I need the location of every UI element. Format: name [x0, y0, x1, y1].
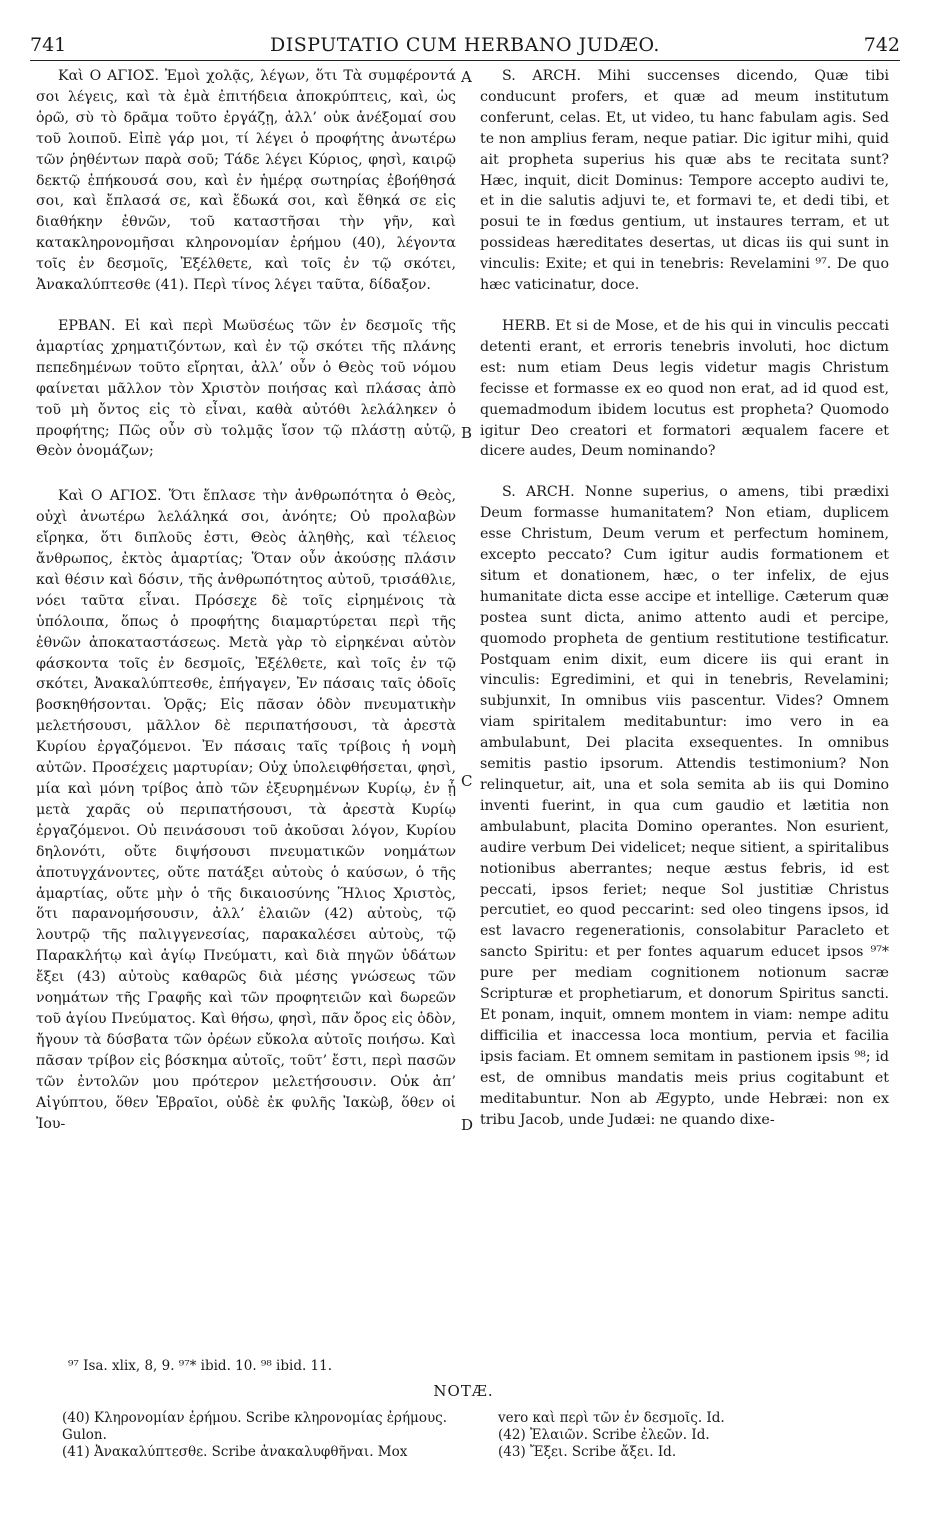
- notes-left-column: [62, 1410, 472, 1461]
- notes-heading: NOTÆ.: [433, 1382, 494, 1400]
- latin-paragraph-2: HERB. Et si de Mose, et de his qui in vinculis peccati detenti erant, et erroris tenebris involuti, hoc dictum est: num etiam Deus legis videtur magis Christum fecisse et formasse ex eo quod non erat, ad id quod est, quemadmodum ibidem locutus est propheta? Quomodo igitur Deo creatori et formatori æqualem facere et dicere audes, Deum nominando?: [480, 317, 889, 460]
- left-page-number: 741: [30, 34, 67, 56]
- scripture-footnote: ⁹⁷ Isa. xlix, 8, 9. ⁹⁷* ibid. 10. ⁹⁸ ibid. 11.: [68, 1358, 333, 1374]
- note-41: (41) Ἀνακαλύπτεσθε. Scribe ἀνακαλυφθῆναι. Mox: [62, 1444, 408, 1460]
- note-40: (40) Κληρονομίαν ἐρήμου. Scribe κληρονομίας ἐρήμους. Gulon.: [62, 1410, 448, 1443]
- notes-right-column: [498, 1410, 898, 1461]
- greek-column: [36, 66, 456, 1134]
- right-page-number: 742: [863, 34, 900, 56]
- note-43: (43) Ἔξει. Scribe ἄξει. Id.: [498, 1444, 677, 1460]
- page-header: [30, 32, 900, 61]
- latin-column: [480, 66, 889, 1130]
- latin-paragraph-3: S. ARCH. Nonne superius, o amens, tibi prædixi Deum formasse humanitatem? Non etiam, duplicem esse Christum, Deum verum et perfectum hominem, excepto peccato? Cum igitur audis formationem et situm et donationem, hæc, o ter infelix, de ejus humanitate dicta esse accipe et intellige. Cæterum quæ postea sunt dicta, animo attento audi et percipe, quomodo propheta de gentium restitutione testificatur. Postquam enim dixit, eum dicere iis qui erant in vinculis: Egredimini, et qui in tenebris, Revelamini; subjunxit, In omnibus viis pascentur. Vides? Omnem viam spiritalem meditabuntur: imo vero in ea ambulabunt, Dei placita exsequentes. In omnibus semitis pastio ipsorum. Attendis testimonium? Non relinquetur, ait, una et sola semita ab iis qui Domino inventi fuerint, in qua cum gaudio et lætitia non ambulabunt, placita Domino operantes. Non esurient, audire verbum Dei videlicet; neque sitient, a spiritalibus notionibus aberrantes; neque æstus febris, id est peccati, ipsos feriet; neque Sol justitiæ Christus percutiet, eo quod peccarint: sed oleo tingens ipsos, id est lavacro regenerationis, consolabitur Paracleto et sancto Spiritu: et per fontes aquarum educet ipsos ⁹⁷* pure per mediam cognitionem notionum sacræ Scripturæ et prophetiarum, et donorum Spiritus sancti. Et ponam, inquit, omnem montem in viam: nempe aditu difficilia et inaccessa loca montium, pervia et facilia ipsis faciam. Et omnem semitam in pastionem ipsis ⁹⁸; id est, de omnibus mandatis meis prius cogitabunt et meditabuntur. Non ab Ægypto, unde Hebræi: non ex tribu Jacob, unde Judæi: ne quando dixe-: [480, 484, 889, 1128]
- greek-paragraph-1: Καὶ Ο ΑΓΙΟΣ. Ἐμοὶ χολᾷς, λέγων, ὅτι Τὰ συμφέροντά σοι λέγεις, καὶ τὰ ἐμὰ ἐπιτήδεια ἀποκρύπτεις, καὶ, ὡς ὁρῶ, σὺ τὸ δρᾶμα τοῦτο ἐργάζῃ, ἀλλ’ οὐκ ἀνέξομαί σου τοῦ λοιποῦ. Εἰπὲ γάρ μοι, τί λέγει ὁ προφήτης ἀνωτέρω τῶν ῥηθέντων παρὰ σοῦ; Τάδε λέγει Κύριος, φησὶ, καιρῷ δεκτῷ ἐπήκουσά σου, καὶ ἐν ἡμέρᾳ σωτηρίας ἐβοήθησά σοι, καὶ ἔπλασά σε, καὶ ἔδωκά σοι, καὶ ἔθηκά σε εἰς διαθήκην ἐθνῶν, τοῦ καταστῆσαι τὴν γῆν, καὶ κατακληρονομῆσαι κληρονομίαν ἐρήμου (40), λέγοντα τοῖς ἐν δεσμοῖς, Ἐξέλθετε, καὶ τοῖς ἐν τῷ σκότει, Ἀνακαλύπτεσθε (41). Περὶ τίνος λέγει ταῦτα, δίδαξον.: [36, 68, 456, 294]
- greek-paragraph-2: ΕΡΒΑΝ. Εἰ καὶ περὶ Μωϋσέως τῶν ἐν δεσμοῖς τῆς ἁμαρτίας χρηματιζόντων, καὶ ἐν τῷ σκότει τῆς πλάνης πεπεδημένων τοῦτο εἴρηται, ἀλλ’ οὖν ὁ Θεὸς τοῦ νόμου φαίνεται μᾶλλον τὸν Χριστὸν ποιήσας καὶ πλάσας ἀπὸ τοῦ μὴ ὄντος εἰς τὸ εἶναι, καθὰ αὐτόθι λελάληκεν ὁ προφήτης; Πῶς οὖν σὺ τολμᾷς ἴσον τῷ πλάστῃ αὐτῷ, Θεὸν ὀνομάζων;: [36, 317, 456, 460]
- section-marker-c: C: [461, 772, 473, 790]
- note-41-continued: vero καὶ περὶ τῶν ἐν δεσμοῖς. Id.: [498, 1410, 725, 1426]
- note-42: (42) Ἐλαιῶν. Scribe ἐλεῶν. Id.: [498, 1427, 710, 1443]
- greek-paragraph-3: Καὶ Ο ΑΓΙΟΣ. Ὅτι ἔπλασε τὴν ἀνθρωπότητα ὁ Θεὸς, οὐχὶ ἀνωτέρω λελάληκά σοι, ἀνόητε; Οὐ προλαβὼν εἴρηκα, ὅτι διπλοῦς ἐστι, Θεὸς ἀληθὴς, καὶ τέλειος ἄνθρωπος, ἐκτὸς ἁμαρτίας; Ὅταν οὖν ἀκούσῃς πλάσιν καὶ θέσιν καὶ δόσιν, τῆς ἀνθρωπότητος αὐτοῦ, τρισάθλιε, νόει ταῦτα εἶναι. Πρόσεχε δὲ τοῖς εἰρημένοις τὰ ὑπόλοιπα, ὅπως ὁ προφήτης διαμαρτύρεται περὶ τῆς ἐθνῶν ἀποκαταστάσεως. Μετὰ γὰρ τὸ εἰρηκέναι αὐτὸν φάσκοντα τοῖς ἐν δεσμοῖς, Ἐξέλθετε, καὶ τοῖς ἐν τῷ σκότει, Ἀνακαλύπτεσθε, ἐπήγαγεν, Ἐν πάσαις ταῖς ὁδοῖς βοσκηθήσονται. Ὁρᾷς; Εἰς πᾶσαν ὁδὸν πνευματικὴν μελετήσουσι, μᾶλλον δὲ περιπατήσουσι, τὰ ἀρεστὰ Κυρίου ἐργαζόμενοι. Ἐν πάσαις ταῖς τρίβοις ἡ νομὴ αὐτῶν. Προσέχεις μαρτυρίαν; Οὐχ ὑπολειφθήσεται, φησὶ, μία καὶ μόνη τρίβος ἀπὸ τῶν ἐξευρημένων Κυρίῳ, ἐν ᾗ μετὰ χαρᾶς οὐ περιπατήσουσι, τὰ ἀρεστὰ Κυρίῳ ἐργαζόμενοι. Οὐ πεινάσουσι τοῦ ἀκοῦσαι λόγον, Κυρίου δηλονότι, οὔτε διψήσουσι πνευματικῶν νοημάτων ἀποτυγχάνοντες, οὔτε πατάξει αὐτοὺς ὁ καύσων, ὁ τῆς ἁμαρτίας, οὔτε μὴν ὁ τῆς δικαιοσύνης Ἥλιος Χριστὸς, ὅτι παρανομήσουσιν, ἀλλ’ ἐλαιῶν (42) αὐτοὺς, τῷ λουτρῷ τῆς παλιγγενεσίας, παρακαλέσει αὐτοὺς, τῷ Παρακλήτῳ καὶ ἁγίῳ Πνεύματι, καὶ διὰ πηγῶν ὑδάτων ἔξει (43) αὐτοὺς καθαρῶς διὰ μέσης γνώσεως τῶν νοημάτων τῆς Γραφῆς καὶ τῶν προφητειῶν καὶ δωρεῶν τοῦ ἁγίου Πνεύματος. Καὶ θήσω, φησὶ, πᾶν ὄρος εἰς ὁδὸν, ἤγουν τὰ δύσβατα τῶν ὀρέων εὔκολα αὐτοῖς ποιήσω. Καὶ πᾶσαν τρίβον εἰς βόσκημα αὐτοῖς, τοῦτ’ ἔστι, περὶ πασῶν τῶν ἐντολῶν μου πρότερον μελετήσουσιν. Οὐκ ἀπ’ Αἰγύπτου, ὅθεν Ἑβραῖοι, οὐδὲ ἐκ φυλῆς Ἰακὼβ, ὅθεν οἱ Ἰου-: [36, 488, 456, 1132]
- section-marker-d: D: [461, 1116, 474, 1134]
- latin-paragraph-1: S. ARCH. Mihi succenses dicendo, Quæ tibi conducunt profers, et quæ ad meum institutum conferunt, celas. Et, ut video, tu hanc fabulam agis. Sed te non amplius feram, neque patiar. Dic igitur mihi, quid ait propheta superius his quæ abs te recitata sunt? Hæc, inquit, dicit Dominus: Tempore accepto audivi te, et in die salutis adjuvi te, et formavi te, et dedi tibi, et posui te in fœdus gentium, ut instaures terram, et ut possideas hæreditates desertas, ut dicas iis qui sunt in vinculis: Exite; et qui in tenebris: Revelamini ⁹⁷. De quo hæc vaticinatur, doce.: [480, 68, 889, 294]
- running-title: DISPUTATIO CUM HERBANO JUDÆO.: [270, 34, 660, 56]
- section-marker-b: B: [461, 424, 473, 442]
- section-marker-a: A: [461, 68, 472, 86]
